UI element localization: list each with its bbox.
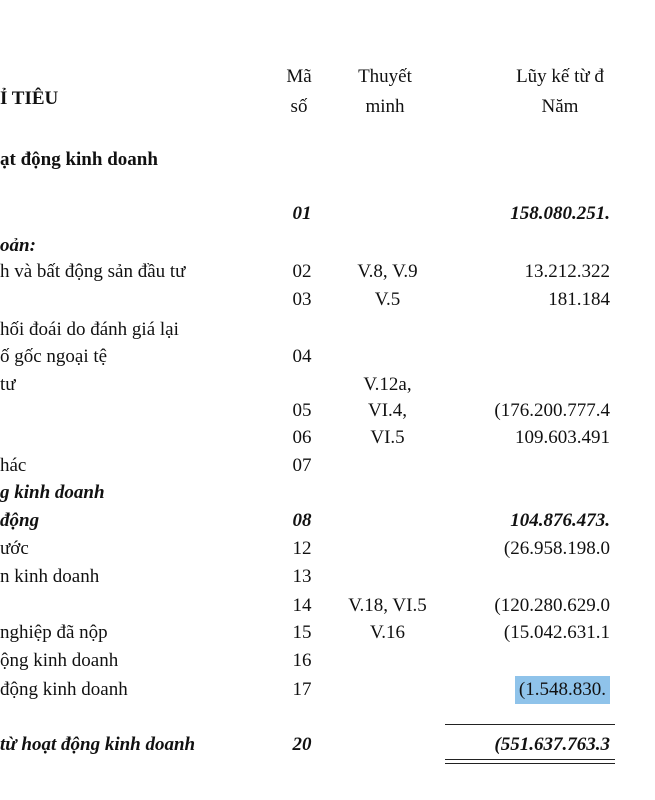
row-code: 13 bbox=[292, 566, 312, 587]
table-row bbox=[0, 232, 600, 260]
row-value: (551.637.763.3 bbox=[494, 734, 610, 755]
table-row bbox=[0, 316, 600, 344]
table-row bbox=[0, 647, 600, 675]
column-header-code-line1: Mã bbox=[286, 66, 312, 87]
table-row bbox=[0, 563, 600, 591]
table-row bbox=[0, 731, 610, 759]
row-value: 181.184 bbox=[548, 289, 610, 310]
total-rule-top bbox=[445, 759, 615, 760]
row-value-highlighted[interactable]: (1.548.830. bbox=[515, 676, 610, 704]
row-code: 16 bbox=[292, 650, 312, 671]
row-code: 14 bbox=[292, 595, 312, 616]
row-label: động kinh doanh bbox=[0, 679, 128, 700]
table-row bbox=[0, 146, 600, 174]
row-code: 02 bbox=[292, 261, 312, 282]
row-code: 12 bbox=[292, 538, 312, 559]
row-value: 13.212.322 bbox=[524, 261, 610, 282]
row-code: 08 bbox=[292, 510, 312, 531]
row-note: V.18, VI.5 bbox=[348, 595, 427, 616]
row-code: 05 bbox=[292, 400, 312, 421]
table-row bbox=[0, 535, 610, 563]
column-header-value bbox=[465, 62, 655, 122]
row-code: 17 bbox=[292, 679, 312, 700]
row-label: n kinh doanh bbox=[0, 566, 100, 587]
row-code: 04 bbox=[292, 346, 312, 367]
table-row bbox=[0, 286, 610, 314]
row-code: 03 bbox=[292, 289, 312, 310]
row-note: V.12a, bbox=[363, 374, 412, 395]
row-value: (176.200.777.4 bbox=[494, 400, 610, 421]
table-row bbox=[0, 507, 610, 535]
row-value: 104.876.473. bbox=[510, 510, 610, 531]
row-note: VI.5 bbox=[370, 427, 405, 448]
table-row bbox=[0, 258, 610, 286]
table-row bbox=[0, 397, 610, 425]
column-header-code bbox=[278, 62, 320, 122]
column-header-note-line1: Thuyết bbox=[358, 66, 412, 87]
row-note: VI.4, bbox=[367, 400, 408, 421]
row-label: nghiệp đã nộp bbox=[0, 622, 108, 643]
table-row bbox=[0, 592, 610, 620]
row-label: hác bbox=[0, 455, 27, 476]
row-label: ạt động kinh doanh bbox=[0, 149, 158, 170]
row-code: 01 bbox=[292, 203, 312, 224]
column-header-value-line2: Năm bbox=[541, 96, 579, 117]
table-row bbox=[0, 452, 600, 480]
row-label: hối đoái do đánh giá lại bbox=[0, 319, 179, 340]
row-value: (120.280.629.0 bbox=[494, 595, 610, 616]
row-value: (26.958.198.0 bbox=[503, 538, 610, 559]
row-code: 07 bbox=[292, 455, 312, 476]
column-header-note-line2: minh bbox=[365, 96, 405, 117]
table-row bbox=[0, 619, 610, 647]
table-row bbox=[0, 424, 610, 452]
total-rule-bottom bbox=[445, 763, 615, 764]
row-value: 158.080.251. bbox=[510, 203, 610, 224]
row-label: h và bất động sản đầu tư bbox=[0, 261, 186, 282]
row-label: tư bbox=[0, 374, 16, 395]
subtotal-rule bbox=[445, 724, 615, 725]
row-label: g kinh doanh bbox=[0, 482, 105, 503]
table-row bbox=[0, 479, 600, 507]
row-label: ộng kinh doanh bbox=[0, 650, 119, 671]
row-label: oản: bbox=[0, 235, 36, 256]
table-row bbox=[0, 676, 606, 704]
row-note: V.5 bbox=[374, 289, 401, 310]
row-label: từ hoạt động kinh doanh bbox=[0, 734, 196, 755]
row-code: 15 bbox=[292, 622, 312, 643]
table-row bbox=[0, 200, 610, 228]
column-header-indicator: Ỉ TIÊU bbox=[0, 88, 59, 109]
row-note: V.8, V.9 bbox=[357, 261, 418, 282]
row-label: ố gốc ngoại tệ bbox=[0, 346, 108, 367]
row-value: (15.042.631.1 bbox=[503, 622, 610, 643]
row-label: động bbox=[0, 510, 40, 531]
row-code: 06 bbox=[292, 427, 312, 448]
column-header-value-line1: Lũy kế từ đ bbox=[516, 66, 604, 87]
column-header-code-line2: số bbox=[290, 96, 308, 117]
row-label: ước bbox=[0, 538, 29, 559]
column-header-note bbox=[344, 62, 426, 122]
row-value: 109.603.491 bbox=[515, 427, 610, 448]
table-row bbox=[0, 343, 600, 371]
row-code: 20 bbox=[292, 734, 312, 755]
row-note: V.16 bbox=[369, 622, 406, 643]
table-row bbox=[0, 371, 600, 399]
